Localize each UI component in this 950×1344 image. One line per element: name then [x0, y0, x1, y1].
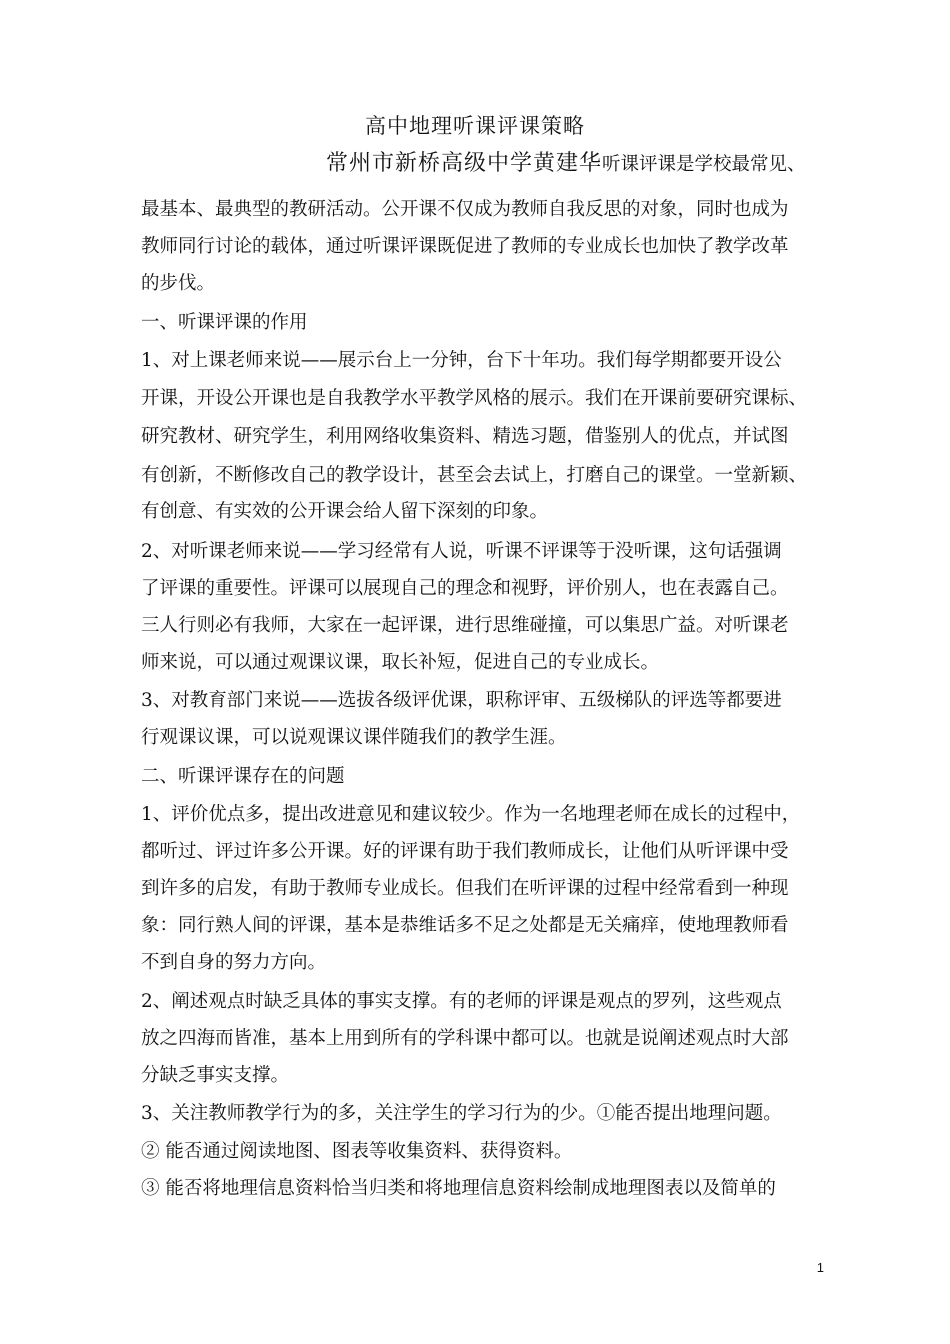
paragraph-line: 师来说，可以通过观课议课，取长补短，促进自己的专业成长。	[141, 652, 660, 673]
paragraph-line: 开课，开设公开课也是自我教学水平教学风格的展示。我们在开课前要研究课标、	[141, 388, 808, 409]
paragraph-line: 2、对听课老师来说——学习经常有人说，听课不评课等于没听课，这句话强调	[141, 541, 782, 562]
paragraph-line: 不到自身的努力方向。	[141, 952, 327, 973]
paragraph-line: 有创意、有实效的公开课会给人留下深刻的印象。	[141, 501, 549, 522]
paragraph-line: ② 能否通过阅读地图、图表等收集资料、获得资料。	[141, 1141, 573, 1162]
paragraph-line: 3、对教育部门来说——选拔各级评优课，职称评审、五级梯队的评选等都要进	[141, 690, 782, 711]
paragraph-line: 象：同行熟人间的评课，基本是恭维话多不足之处都是无关痛痒，使地理教师看	[141, 915, 789, 936]
paragraph-line: 有创新，不断修改自己的教学设计，甚至会去试上，打磨自己的课堂。一堂新颖、	[141, 465, 808, 486]
paragraph-line: 教师同行讨论的载体，通过听课评课既促进了教师的专业成长也加快了教学改革	[141, 236, 789, 257]
author-line	[326, 153, 806, 175]
paragraph-line: 最基本、最典型的教研活动。公开课不仅成为教师自我反思的对象，同时也成为	[141, 199, 789, 220]
paragraph-line: 三人行则必有我师，大家在一起评课，进行思维碰撞，可以集思广益。对听课老	[141, 615, 789, 636]
paragraph-line: 分缺乏事实支撑。	[141, 1065, 290, 1086]
paragraph-line: 都听过、评过许多公开课。好的评课有助于我们教师成长，让他们从听评课中受	[141, 841, 789, 862]
paragraph-line: 2、阐述观点时缺乏具体的事实支撑。有的老师的评课是观点的罗列，这些观点	[141, 991, 782, 1012]
paragraph-line: 了评课的重要性。评课可以展现自己的理念和视野，评价别人，也在表露自己。	[141, 578, 789, 599]
paragraph-line: 研究教材、研究学生，利用网络收集资料、精选习题，借鉴别人的优点，并试图	[141, 426, 789, 447]
paragraph-line: 行观课议课，可以说观课议课伴随我们的教学生涯。	[141, 727, 567, 748]
section-heading: 一、听课评课的作用	[141, 312, 308, 333]
page-number: 1	[816, 1260, 824, 1275]
paragraph-line: ③ 能否将地理信息资料恰当归类和将地理信息资料绘制成地理图表以及简单的	[141, 1178, 776, 1199]
section-heading: 二、听课评课存在的问题	[141, 766, 345, 787]
paragraph-line: 1、评价优点多，提出改进意见和建议较少。作为一名地理老师在成长的过程中，	[141, 804, 801, 825]
author-name: 常州市新桥高级中学黄建华	[326, 151, 603, 176]
paragraph-line: 放之四海而皆准，基本上用到所有的学科课中都可以。也就是说阐述观点时大部	[141, 1028, 789, 1049]
paragraph-line: 3、关注教师教学行为的多，关注学生的学习行为的少。①能否提出地理问题。	[141, 1103, 782, 1124]
paragraph-line: 听课评课是学校最常见、	[602, 154, 806, 175]
paragraph-line: 1、对上课老师来说——展示台上一分钟，台下十年功。我们每学期都要开设公	[141, 350, 782, 371]
paragraph-line: 到许多的启发，有助于教师专业成长。但我们在听评课的过程中经常看到一种现	[141, 878, 789, 899]
document-title: 高中地理听课评课策略	[365, 114, 585, 138]
paragraph-line: 的步伐。	[141, 273, 216, 294]
